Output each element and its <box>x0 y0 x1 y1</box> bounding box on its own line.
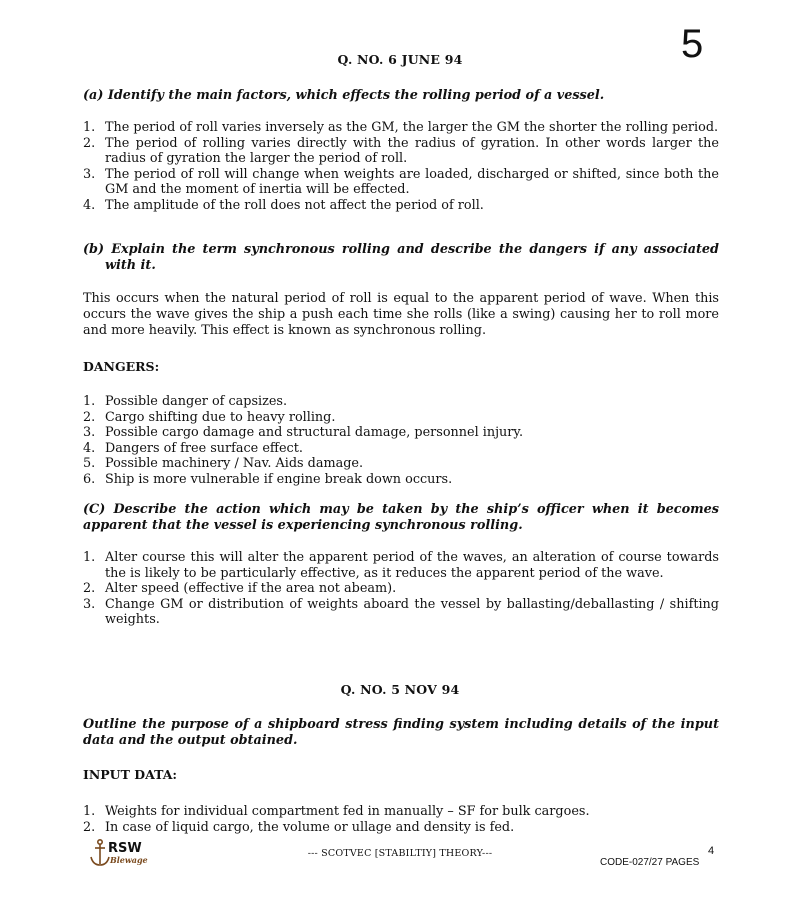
chapter-number: 5 <box>681 22 704 66</box>
dangers-heading: DANGERS: <box>83 359 160 374</box>
list-item: 5. Possible machinery / Nav. Aids damage. <box>83 456 364 471</box>
list-item: 2. The period of rolling varies directly with the radius of gyration. In other words larger the radius of gyration the larger the period of roll. <box>83 135 719 166</box>
list-item: 2. Cargo shifting due to heavy rolling. <box>83 409 336 425</box>
input-data-heading: INPUT DATA: <box>83 767 178 782</box>
dangers-list <box>83 394 719 487</box>
list-item: 4. The amplitude of the roll does not affect the period of roll. <box>83 197 484 213</box>
q6-part-a-title: (a) Identify the main factors, which effects the rolling period of a vessel. <box>83 88 605 103</box>
list-item: 4. Dangers of free surface effect. <box>83 440 303 456</box>
q6-part-b-title: (b) Explain the term synchronous rolling and describe the dangers if any associated with it. <box>83 242 719 273</box>
q5-title: Outline the purpose of a shipboard stress finding system including details of the input data and the output obtained. <box>83 717 719 748</box>
list-item: 2. Alter speed (effective if the area not abeam). <box>83 581 397 596</box>
document-code: CODE-027/27 PAGES <box>600 857 700 868</box>
svg-text:Blewage: Blewage <box>110 855 148 865</box>
q6-part-c-list <box>83 550 719 628</box>
footer-title: --- SCOTVEC [STABILTIY] THEORY--- <box>307 848 493 859</box>
list-item: 3. Possible cargo damage and structural damage, personnel injury. <box>83 425 524 440</box>
page-number: 4 <box>708 845 715 857</box>
q6-part-a-list <box>83 120 719 213</box>
q6-part-c-title: (C) Describe the action which may be taken by the ship’s officer when it becomes apparent that the vessel is experiencing synchronous rolling. <box>83 502 719 533</box>
question-5-heading: Q. NO. 5 NOV 94 <box>340 682 460 697</box>
list-item: 1. Weights for individual compartment fed in manually – SF for bulk cargoes. <box>83 804 590 819</box>
list-item: 1. Possible danger of capsizes. <box>83 394 288 409</box>
list-item: 1. The period of roll varies inversely as the GM, the larger the GM the shorter the rolling period. <box>83 120 719 135</box>
list-item: 3. Change GM or distribution of weights aboard the vessel by ballasting/deballasting / shifting weights. <box>83 596 719 627</box>
svg-text:RSW: RSW <box>108 841 142 856</box>
q6-part-b-paragraph: This occurs when the natural period of roll is equal to the apparent period of wave. When this occurs the wave gives the ship a push each time she rolls (like a swing) causing her to roll more and more heavily. This effect is known as synchronous rolling. <box>83 291 719 338</box>
list-item: 1. Alter course this will alter the apparent period of the waves, an alteration of course towards the is likely to be particularly effective, as it reduces the apparent period of the wave. <box>83 550 719 581</box>
list-item: 6. Ship is more vulnerable if engine break down occurs. <box>83 471 453 487</box>
input-data-list <box>83 804 719 835</box>
list-item: 2. In case of liquid cargo, the volume or ullage and density is fed. <box>83 819 515 835</box>
list-item: 3. The period of roll will change when weights are loaded, discharged or shifted, since both the GM and the moment of inertia will be effected. <box>83 166 719 197</box>
question-6-heading: Q. NO. 6 JUNE 94 <box>337 52 463 67</box>
